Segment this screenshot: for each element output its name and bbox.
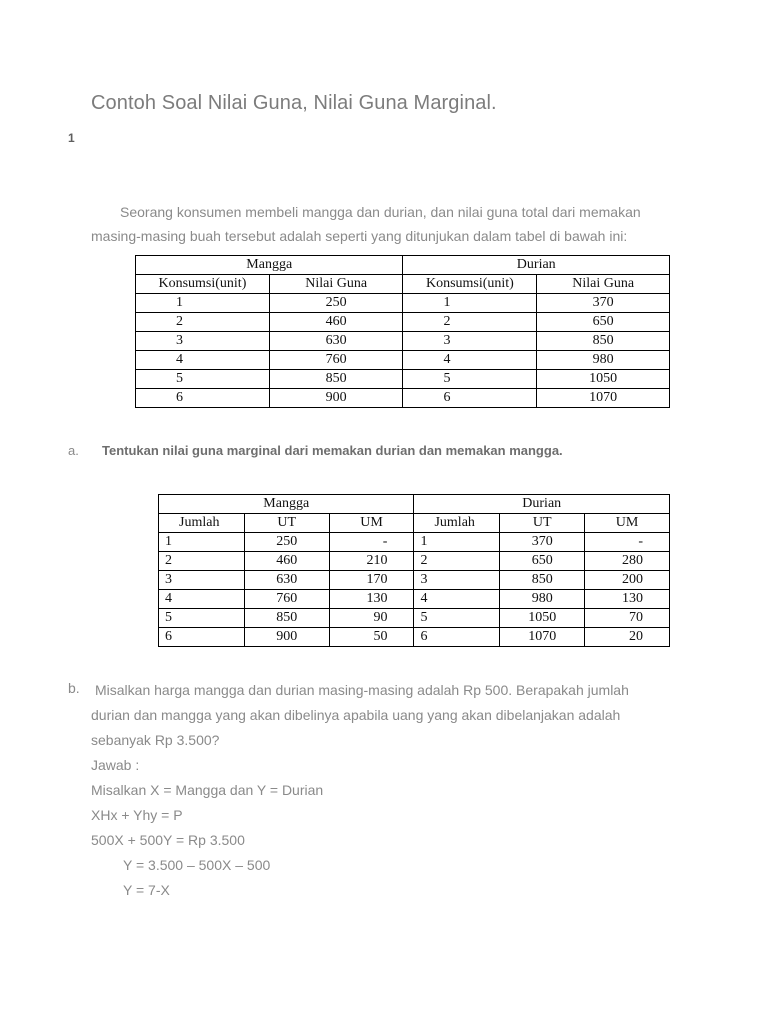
table-cell: 760 bbox=[269, 351, 403, 370]
answer-label: Jawab : bbox=[91, 757, 140, 773]
table-cell: 70 bbox=[585, 609, 670, 628]
table-cell: 4 bbox=[136, 351, 270, 370]
table-cell: 130 bbox=[585, 590, 670, 609]
table-row bbox=[159, 571, 670, 590]
table-cell: 50 bbox=[329, 628, 414, 647]
answer-line: Misalkan X = Mangga dan Y = Durian bbox=[91, 782, 324, 798]
table-cell: 980 bbox=[500, 590, 585, 609]
page-title: Contoh Soal Nilai Guna, Nilai Guna Marginal. bbox=[91, 92, 497, 114]
table-cell: 650 bbox=[537, 313, 670, 332]
column-header: Konsumsi(unit) bbox=[136, 275, 270, 294]
table-cell: 630 bbox=[244, 571, 329, 590]
table-cell: 1 bbox=[414, 533, 500, 552]
table-cell: 20 bbox=[585, 628, 670, 647]
table-row bbox=[136, 351, 670, 370]
question-b-line: durian dan mangga yang akan dibelinya apabila uang yang akan dibelanjakan adalah bbox=[91, 707, 621, 723]
table-row bbox=[136, 389, 670, 408]
table-cell: 2 bbox=[403, 313, 537, 332]
column-header: Jumlah bbox=[159, 514, 245, 533]
question-b-label: b. bbox=[68, 680, 80, 696]
utility-table bbox=[135, 255, 670, 408]
table-row bbox=[136, 313, 670, 332]
column-header: Konsumsi(unit) bbox=[403, 275, 537, 294]
table-cell: 280 bbox=[585, 552, 670, 571]
table-cell: 6 bbox=[136, 389, 270, 408]
table-cell: 460 bbox=[244, 552, 329, 571]
table-cell: 3 bbox=[136, 332, 270, 351]
table-row bbox=[136, 370, 670, 389]
table-cell: 1 bbox=[159, 533, 245, 552]
column-header: Nilai Guna bbox=[269, 275, 403, 294]
answer-line: Y = 3.500 – 500X – 500 bbox=[123, 857, 271, 873]
table-cell: 370 bbox=[537, 294, 670, 313]
column-header: UM bbox=[329, 514, 414, 533]
table-cell: 90 bbox=[329, 609, 414, 628]
intro-line: masing-masing buah tersebut adalah seperti yang ditunjukan dalam tabel di bawah ini: bbox=[91, 228, 628, 244]
table-cell: 5 bbox=[414, 609, 500, 628]
table-cell: 1 bbox=[136, 294, 270, 313]
table-row bbox=[159, 533, 670, 552]
question-a-text: Tentukan nilai guna marginal dari memakan durian dan memakan mangga. bbox=[102, 443, 563, 458]
table-cell: 650 bbox=[500, 552, 585, 571]
column-header: UM bbox=[585, 514, 670, 533]
table-cell: 1 bbox=[403, 294, 537, 313]
table-cell: 980 bbox=[537, 351, 670, 370]
table-row bbox=[136, 294, 670, 313]
table-cell: 250 bbox=[269, 294, 403, 313]
question-b-text bbox=[91, 678, 691, 903]
column-header: Nilai Guna bbox=[537, 275, 670, 294]
table-cell: 1050 bbox=[537, 370, 670, 389]
question-a-label: a. bbox=[68, 443, 79, 458]
table-row bbox=[159, 628, 670, 647]
table-cell: 130 bbox=[329, 590, 414, 609]
table-cell: 850 bbox=[500, 571, 585, 590]
group-header-mangga: Mangga bbox=[159, 495, 414, 514]
table-cell: 1070 bbox=[537, 389, 670, 408]
answer-line: 500X + 500Y = Rp 3.500 bbox=[91, 832, 245, 848]
table-cell: 170 bbox=[329, 571, 414, 590]
problem-number: 1 bbox=[68, 131, 75, 145]
intro-line: Seorang konsumen membeli mangga dan durian, dan nilai guna total dari memakan bbox=[120, 204, 641, 220]
table-row bbox=[136, 332, 670, 351]
group-header-durian: Durian bbox=[403, 256, 670, 275]
table-cell: 900 bbox=[269, 389, 403, 408]
table-row bbox=[159, 609, 670, 628]
table-cell: 200 bbox=[585, 571, 670, 590]
table-cell: 2 bbox=[136, 313, 270, 332]
table-cell: 2 bbox=[159, 552, 245, 571]
table-cell: 3 bbox=[159, 571, 245, 590]
table-cell: 850 bbox=[537, 332, 670, 351]
question-b-line: sebanyak Rp 3.500? bbox=[91, 732, 220, 748]
answer-line: Y = 7-X bbox=[123, 882, 170, 898]
group-header-mangga: Mangga bbox=[136, 256, 403, 275]
table-cell: 850 bbox=[244, 609, 329, 628]
table-cell: 210 bbox=[329, 552, 414, 571]
table-cell: 2 bbox=[414, 552, 500, 571]
group-header-durian: Durian bbox=[414, 495, 670, 514]
table-cell: 1070 bbox=[500, 628, 585, 647]
table-cell: 4 bbox=[159, 590, 245, 609]
table-cell: 6 bbox=[159, 628, 245, 647]
table-cell: 630 bbox=[269, 332, 403, 351]
table-cell: - bbox=[585, 533, 670, 552]
table-cell: 900 bbox=[244, 628, 329, 647]
column-header: UT bbox=[244, 514, 329, 533]
table-cell: 5 bbox=[403, 370, 537, 389]
table-cell: 1050 bbox=[500, 609, 585, 628]
table-cell: 850 bbox=[269, 370, 403, 389]
table-cell: 460 bbox=[269, 313, 403, 332]
table-cell: 6 bbox=[414, 628, 500, 647]
table-row bbox=[159, 590, 670, 609]
answer-line: XHx + Yhy = P bbox=[91, 807, 183, 823]
column-header: UT bbox=[500, 514, 585, 533]
table-cell: 4 bbox=[414, 590, 500, 609]
table-cell: 370 bbox=[500, 533, 585, 552]
question-b-line: Misalkan harga mangga dan durian masing-masing adalah Rp 500. Berapakah jumlah bbox=[95, 682, 629, 698]
table-cell: 3 bbox=[403, 332, 537, 351]
intro-paragraph bbox=[91, 200, 691, 248]
table-cell: 5 bbox=[136, 370, 270, 389]
marginal-utility-table bbox=[158, 494, 670, 647]
table-cell: 5 bbox=[159, 609, 245, 628]
table-cell: 250 bbox=[244, 533, 329, 552]
table-cell: - bbox=[329, 533, 414, 552]
table-row bbox=[159, 552, 670, 571]
table-cell: 6 bbox=[403, 389, 537, 408]
column-header: Jumlah bbox=[414, 514, 500, 533]
table-cell: 3 bbox=[414, 571, 500, 590]
table-cell: 4 bbox=[403, 351, 537, 370]
table-cell: 760 bbox=[244, 590, 329, 609]
